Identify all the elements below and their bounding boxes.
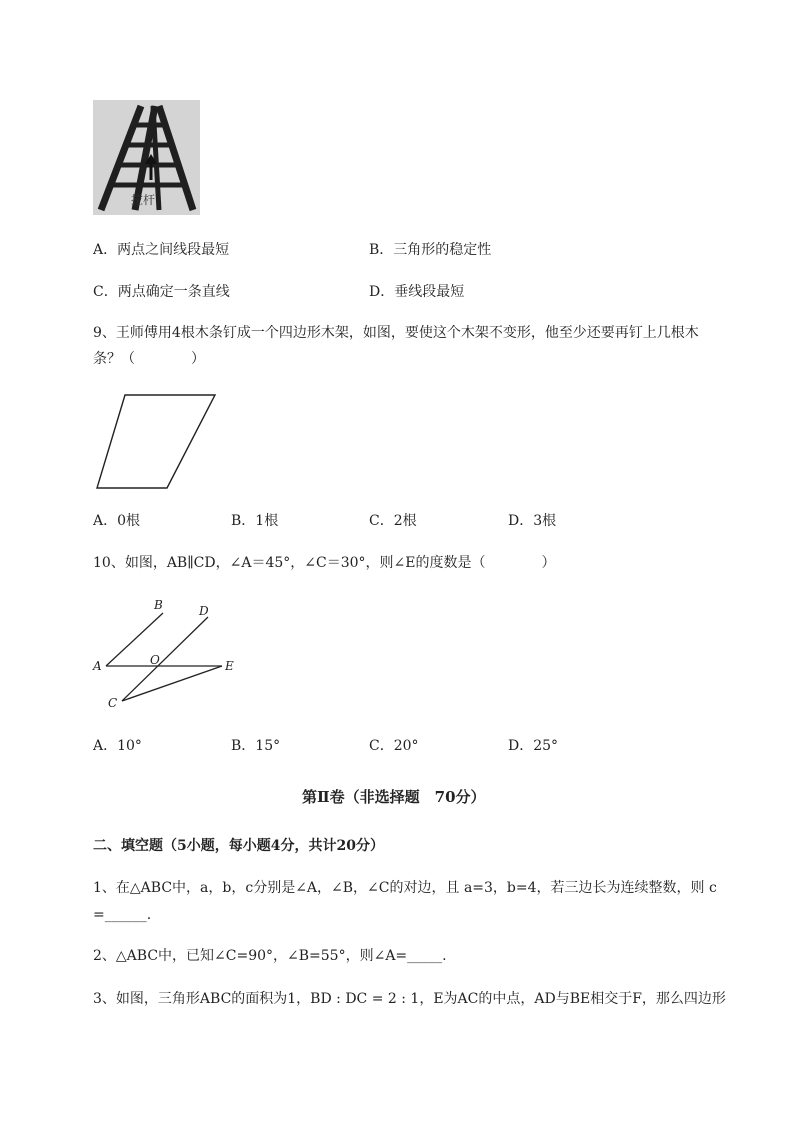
q8-option-d: D．垂线段最短 xyxy=(369,284,465,300)
parallelogram-shape xyxy=(97,395,215,488)
q10-option-b: B．15° xyxy=(231,738,281,754)
q10-option-c: C．20° xyxy=(369,738,419,754)
label-a: A xyxy=(93,659,102,673)
q10-option-d: D．25° xyxy=(508,738,559,754)
label-o: O xyxy=(150,653,160,667)
ladder-caption: 拉杆 xyxy=(131,193,156,207)
fill-q2: 2、△ABC中，已知∠C=90°，∠B=55°，则∠A=_____. xyxy=(93,948,447,964)
q8-option-c: C．两点确定一条直线 xyxy=(93,284,230,300)
q10-option-a: A．10° xyxy=(93,738,142,754)
q9-question-line2: 条？（ ） xyxy=(93,351,205,367)
label-c: C xyxy=(108,696,118,710)
q8-option-b: B．三角形的稳定性 xyxy=(369,242,492,258)
segment-ce xyxy=(122,666,222,701)
fill-q1-line1: 1、在△ABC中，a，b，c分别是∠A，∠B，∠C的对边，且 a=3，b=4，若三边长为连续整数，则 c xyxy=(93,880,717,896)
q8-option-a: A．两点之间线段最短 xyxy=(93,242,230,258)
q9-question-line1: 9、王师傅用4根木条钉成一个四边形木架，如图，要使这个木架不变形，他至少还要再钉上几根木 xyxy=(93,325,699,341)
part2-title: 第Ⅱ卷（非选择题 70分） xyxy=(302,788,486,806)
q10-question: 10、如图，AB∥CD，∠A＝45°，∠C＝30°，则∠E的度数是（ ） xyxy=(93,555,556,571)
segment-cd xyxy=(122,617,208,701)
fill-q1-line2: =______. xyxy=(93,907,152,923)
q9-option-c: C．2根 xyxy=(369,513,417,529)
fill-q3: 3、如图，三角形ABC的面积为1，BD : DC = 2 : 1，E为AC的中点，AD与BE相交于F，那么四边形 xyxy=(93,991,726,1007)
q10-geometry-figure xyxy=(88,595,248,715)
label-b: B xyxy=(154,598,163,612)
q9-option-a: A．0根 xyxy=(93,513,141,529)
ladder-image xyxy=(93,100,200,215)
q9-option-d: D．3根 xyxy=(508,513,557,529)
q9-option-b: B．1根 xyxy=(231,513,279,529)
label-e: E xyxy=(225,659,234,673)
fill-section-heading: 二、填空题（5小题，每小题4分，共计20分） xyxy=(93,838,384,854)
q9-parallelogram-figure xyxy=(90,390,220,494)
label-d: D xyxy=(199,604,209,618)
